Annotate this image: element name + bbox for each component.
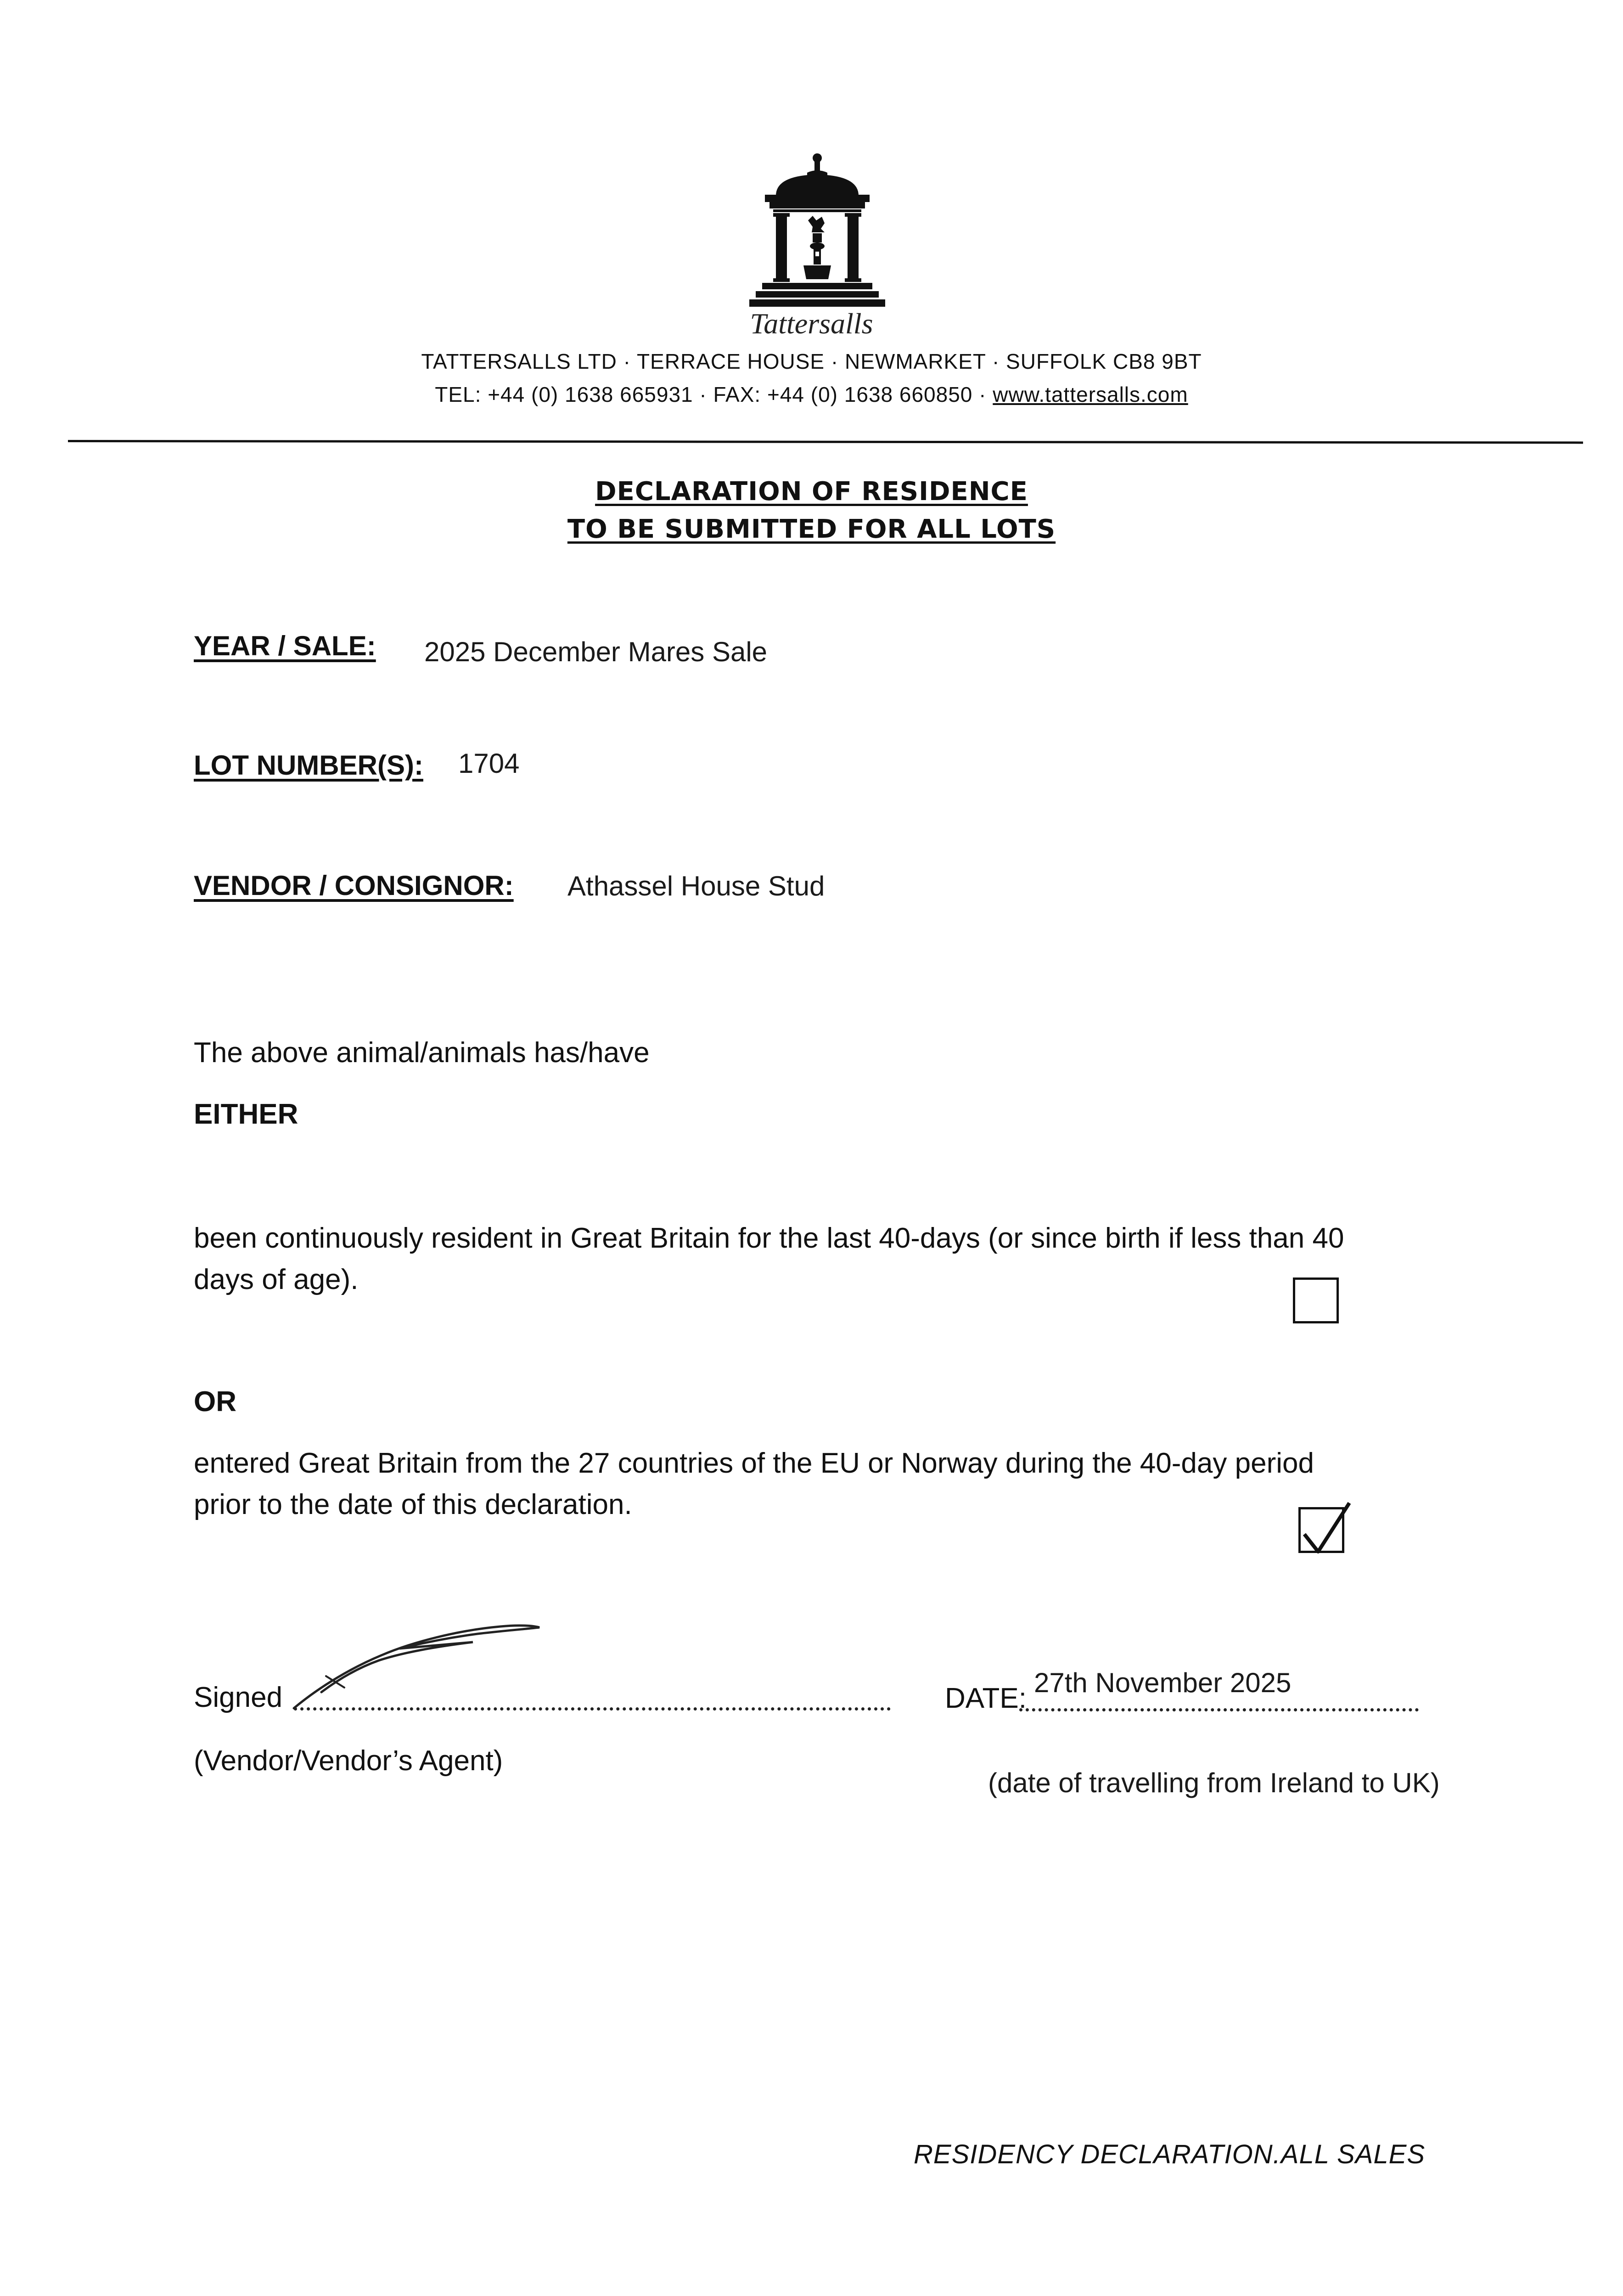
brand-name: Tattersalls: [750, 307, 873, 340]
checkmark-icon: [1298, 1500, 1353, 1560]
date-label: DATE:: [945, 1683, 1027, 1714]
date-line: [1019, 1708, 1419, 1711]
vendor-value[interactable]: Athassel House Stud: [567, 871, 825, 901]
signer-role: (Vendor/Vendor’s Agent): [194, 1745, 503, 1777]
option1-line2: days of age).: [194, 1264, 359, 1295]
option2-line1: entered Great Britain from the 27 countries of the EU or Norway during the 40-day period: [194, 1447, 1314, 1479]
option1-checkbox[interactable]: [1293, 1277, 1339, 1323]
header-divider: [68, 440, 1583, 444]
signed-label: Signed: [194, 1682, 283, 1713]
year-sale-value[interactable]: 2025 December Mares Sale: [424, 636, 768, 667]
lot-number-value[interactable]: 1704: [458, 748, 520, 779]
tattersalls-logo: [744, 152, 891, 308]
statement-intro: The above animal/animals has/have: [194, 1037, 650, 1069]
document-title: DECLARATION OF RESIDENCE: [595, 477, 1028, 506]
company-contact: [0, 382, 1623, 407]
option2-checkbox[interactable]: [1298, 1507, 1344, 1553]
date-value[interactable]: 27th November 2025: [1034, 1667, 1292, 1698]
phone-fax: TEL: +44 (0) 1638 665931 · FAX: +44 (0) 1638 660850 ·: [435, 383, 993, 406]
option1-text: [194, 1218, 1433, 1300]
vendor-label: VENDOR / CONSIGNOR:: [194, 870, 514, 901]
option1-line1: been continuously resident in Great Britain for the last 40-days (or since birth if less than 40: [194, 1222, 1344, 1254]
company-address: TATTERSALLS LTD · TERRACE HOUSE · NEWMARKET · SUFFOLK CB8 9BT: [421, 349, 1202, 373]
either-heading: EITHER: [194, 1098, 298, 1130]
option2-text: [194, 1443, 1433, 1525]
or-heading: OR: [194, 1386, 236, 1418]
date-note: (date of travelling from Ireland to UK): [988, 1767, 1440, 1798]
signature-scribble: [285, 1616, 542, 1717]
year-sale-label: YEAR / SALE:: [194, 630, 376, 661]
lot-number-label: LOT NUMBER(S):: [194, 750, 423, 781]
option2-line2: prior to the date of this declaration.: [194, 1489, 632, 1520]
website-link[interactable]: www.tattersalls.com: [993, 383, 1188, 406]
document-subtitle: TO BE SUBMITTED FOR ALL LOTS: [567, 514, 1056, 544]
form-reference: RESIDENCY DECLARATION.ALL SALES: [914, 2139, 1426, 2169]
